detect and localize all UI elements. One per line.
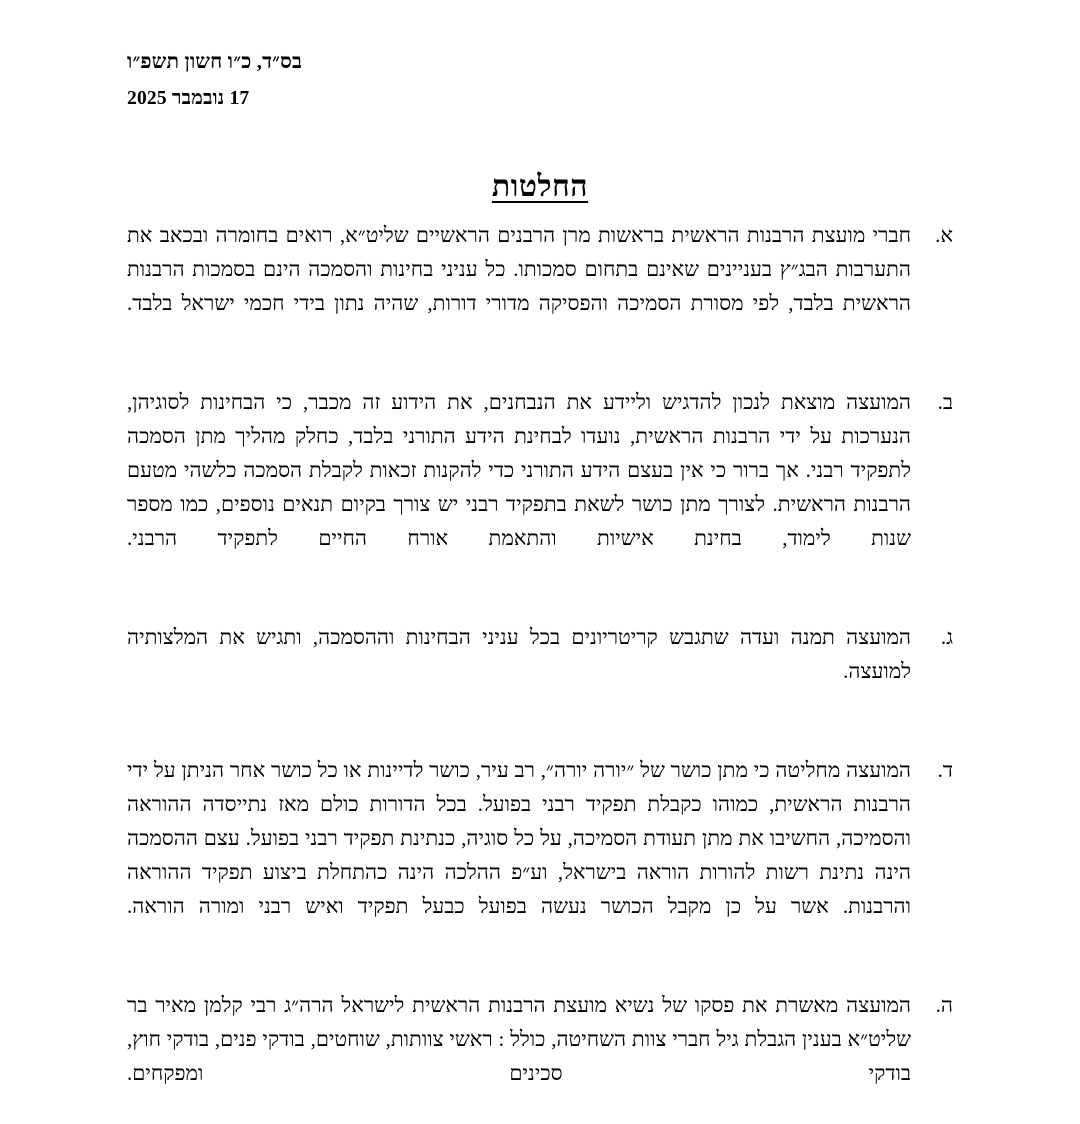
list-item <box>127 753 953 957</box>
page-title <box>0 167 1080 204</box>
clause-marker: ד. <box>937 758 953 783</box>
list-item <box>127 620 953 722</box>
clause-marker: ב. <box>937 390 953 415</box>
clause-marker: א. <box>935 223 953 247</box>
list-item <box>127 218 953 354</box>
decisions-list <box>127 218 953 1124</box>
clause-text: המועצה מחליטה כי מתן כושר של ״יורה יורה״, רב עיר, כושר לדיינות או כל כושר אחר הניתן על ידי הרבנות הראשית, כמוהו כקבלת תפקיד רבני בפועל. בכל הדורות כולם מאז נתייסדה ההוראה והסמיכה, החשיבו את מתן תעודת הסמיכה, על כל סוגיה, כנתינת תפקיד רבני בפועל. עצם ההסמכה הינה נתינת רשות להורות הוראה בישראל, וע״פ ההלכה הינה כהתחלת ביצוע תפקיד ההוראה והרבנות. אשר על כן מקבל הכושר נעשה בפועל כבעל תפקיד ואיש רבני ומורה הוראה. <box>127 758 911 919</box>
clause-text: המועצה תמנה ועדה שתגבש קריטריונים בכל עניני הבחינות וההסמכה, ותגיש את המלצותיה למועצה. <box>127 625 911 684</box>
page-title-text: החלטות <box>491 170 589 204</box>
clause-text: חברי מועצת הרבנות הראשית בראשות מרן הרבנים הראשיים שליט״א, רואים בחומרה ובכאב את התערבות הבג״ץ בעניינים שאינם בתחום סמכותו. כל עניני בחינות והסמכה הינם בסמכות הרבנות הראשית בלבד, לפי מסורת הסמיכה והפסיקה מדורי דורות, שהיה נתון בידי חכמי ישראל בלבד. <box>127 223 911 316</box>
list-item <box>127 988 953 1124</box>
clause-marker: ה. <box>935 993 953 1018</box>
gregorian-date: 17 נובמבר 2025 <box>127 87 250 109</box>
clause-text: המועצה מאשרת את פסקו של נשיא מועצת הרבנות הראשית לישראל הרה״ג רבי קלמן מאיר בר שליט״א בענין הגבלת גיל חברי צוות השחיטה, כולל : ראשי צוותות, שוחטים, בודקי פנים, בודקי חוץ, בודקי סכינים ומפקחים. <box>127 993 911 1086</box>
hebrew-date: בס״ד, כ״ו חשון תשפ״ו <box>127 51 303 73</box>
clause-text: המועצה מוצאת לנכון להדגיש וליידע את הנבחנים, את הידוע זה מכבר, כי הבחינות לסוגיהן, הנערכות על ידי הרבנות הראשית, נועדו לבחינת הידע התורני בלבד, כחלק מהליך מתן הסמכה לתפקיד רבני. אך ברור כי אין בעצם הידע התורני כדי להקנות זכאות לקבלת הסמכה כלשהי מטעם הרבנות הראשית. לצורך מתן כושר לשאת בתפקיד רבני יש צורך בקיום תנאים נוספים, כמו מספר שנות לימוד, בחינת אישיות והתאמת אורח החיים לתפקיד הרבני. <box>127 390 911 551</box>
clause-marker: ג. <box>940 625 953 650</box>
document-header <box>127 52 953 108</box>
list-item <box>127 385 953 589</box>
